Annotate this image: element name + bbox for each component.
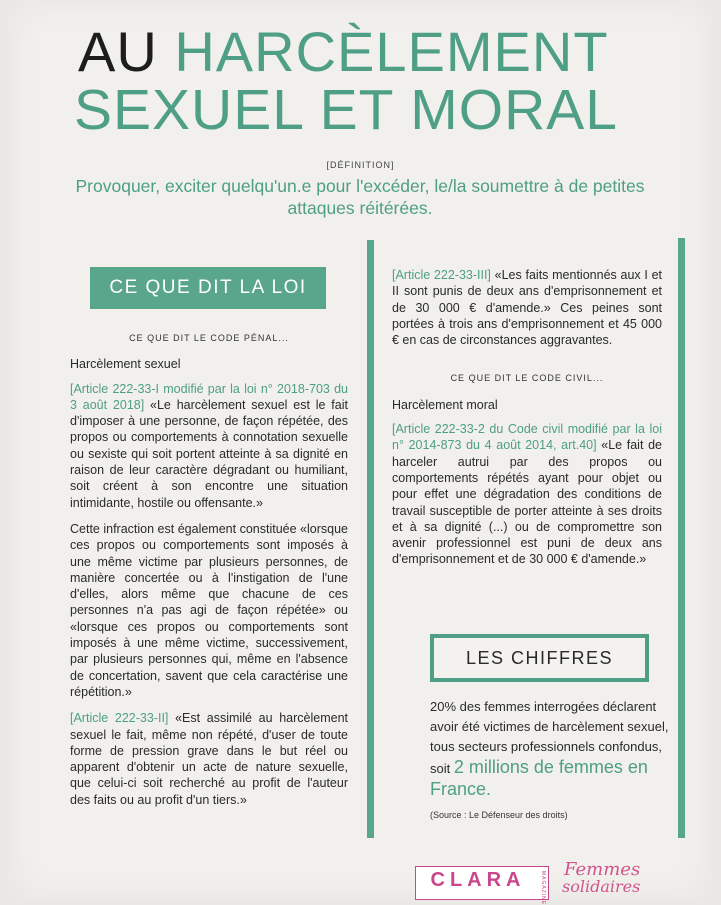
clara-wordmark: CLARA xyxy=(430,869,526,891)
clara-logo xyxy=(415,866,549,905)
column-divider-left xyxy=(367,240,374,838)
chiffres-highlight: 2 millions de femmes en France. xyxy=(430,757,648,799)
article-text: «Les faits mentionnés aux I et II sont punis de deux ans d'emprisonnement et de 30 000 € d'amende.» Ces peines sont portées à trois ans d'emprisonnement et 45 000 € en cas de circonstances aggravantes. xyxy=(392,268,663,348)
article-text: «Le harcèlement sexuel est le fait d'imposer à une personne, de façon répétée, des propos ou comportements à connotation sexuelle ou sexiste qui soit portent atteinte à sa dignité en raison de leur caractère dégradant ou humiliant, soit créent à son encontre une situation intimidante, hostile ou offensante.» xyxy=(70,397,348,510)
right-column xyxy=(392,267,662,578)
article-222-33-I xyxy=(70,381,348,511)
chiffres-heading-box: LES CHIFFRES xyxy=(430,634,649,682)
chiffres-text xyxy=(430,697,670,801)
title-harcelement: HARCÈLEMENT xyxy=(174,20,609,83)
article-ref: [Article 222-33-II] xyxy=(70,711,169,726)
definition-label: [DÉFINITION] xyxy=(326,160,395,170)
left-column xyxy=(70,330,348,818)
fs-line2: solidaires xyxy=(562,877,641,896)
femmes-solidaires-logo xyxy=(560,857,680,900)
civil-label: CE QUE DIT LE CODE CIVIL... xyxy=(450,373,604,384)
penal-label: CE QUE DIT LE CODE PÉNAL... xyxy=(129,333,289,343)
article-text: «Le fait de harceler autrui par des propos ou comportements répétés ayant pour objet ou pour effet une dégradation des conditions de travail susceptible de porter atteinte à ses droits et à sa dignité (...) ou de compromettre son avenir professionnel est puni de deux ans d'emprisonnement et de 30 000 € d'amende.» xyxy=(392,438,662,567)
fs-line1: Femmes xyxy=(564,859,641,880)
loi-heading-box: CE QUE DIT LA LOI xyxy=(90,267,326,309)
article-continuation: Cette infraction est également constituée «lorsque ces propos ou comportements sont imposés à une même victime par plusieurs personnes, de manière concertée ou à l'instigation de l'une d'elles, alors même que chacune de ces personnes n'a pas agi de façon répétée» ou «lorsque ces propos ou comportements sont imposés à une même victime, successivement, par plusieurs personnes qui, même en l'absence de concertation, savent que cela caractérise une répétition.» xyxy=(70,521,348,699)
article-222-33-III xyxy=(392,267,662,348)
article-ref: [Article 222-33-I modifié par la loi n° 2018-703 du 3 août 2018] xyxy=(70,381,348,412)
chiffres-source: (Source : Le Défenseur des droits) xyxy=(430,810,568,820)
article-text: «Est assimilé au harcèlement sexuel le fait, même non répété, d'user de toute forme de pression grave dans le but réel ou apparent d'obtenir un acte de nature sexuelle, que celui-ci soit recherché au profit de l'auteur des faits ou au profit d'un tiers.» xyxy=(70,711,348,807)
page-title-line2: SEXUEL ET MORAL xyxy=(74,78,619,142)
definition-text: Provoquer, exciter quelqu'un.e pour l'excéder, le/la soumettre à de petites attaques réitérées. xyxy=(75,176,645,218)
article-ref: [Article 222-33-III] xyxy=(392,268,491,282)
column-divider-right xyxy=(678,238,685,838)
article-222-33-2 xyxy=(392,421,662,568)
clara-magazine-label: MAGAZINE xyxy=(540,871,546,905)
sexuel-heading: Harcèlement sexuel xyxy=(70,357,181,372)
article-ref: [Article 222-33-2 du Code civil modifié par la loi n° 2014-873 du 4 août 2014, art.40] xyxy=(392,422,662,453)
title-au: AU xyxy=(78,20,158,83)
page-title-line1 xyxy=(78,22,609,82)
moral-heading: Harcèlement moral xyxy=(392,397,498,412)
chiffres-body: 20% des femmes interrogées déclarent avoir été victimes de harcèlement sexuel, tous secteurs professionnels confondus, soit xyxy=(430,699,669,776)
article-222-33-II xyxy=(70,710,348,808)
